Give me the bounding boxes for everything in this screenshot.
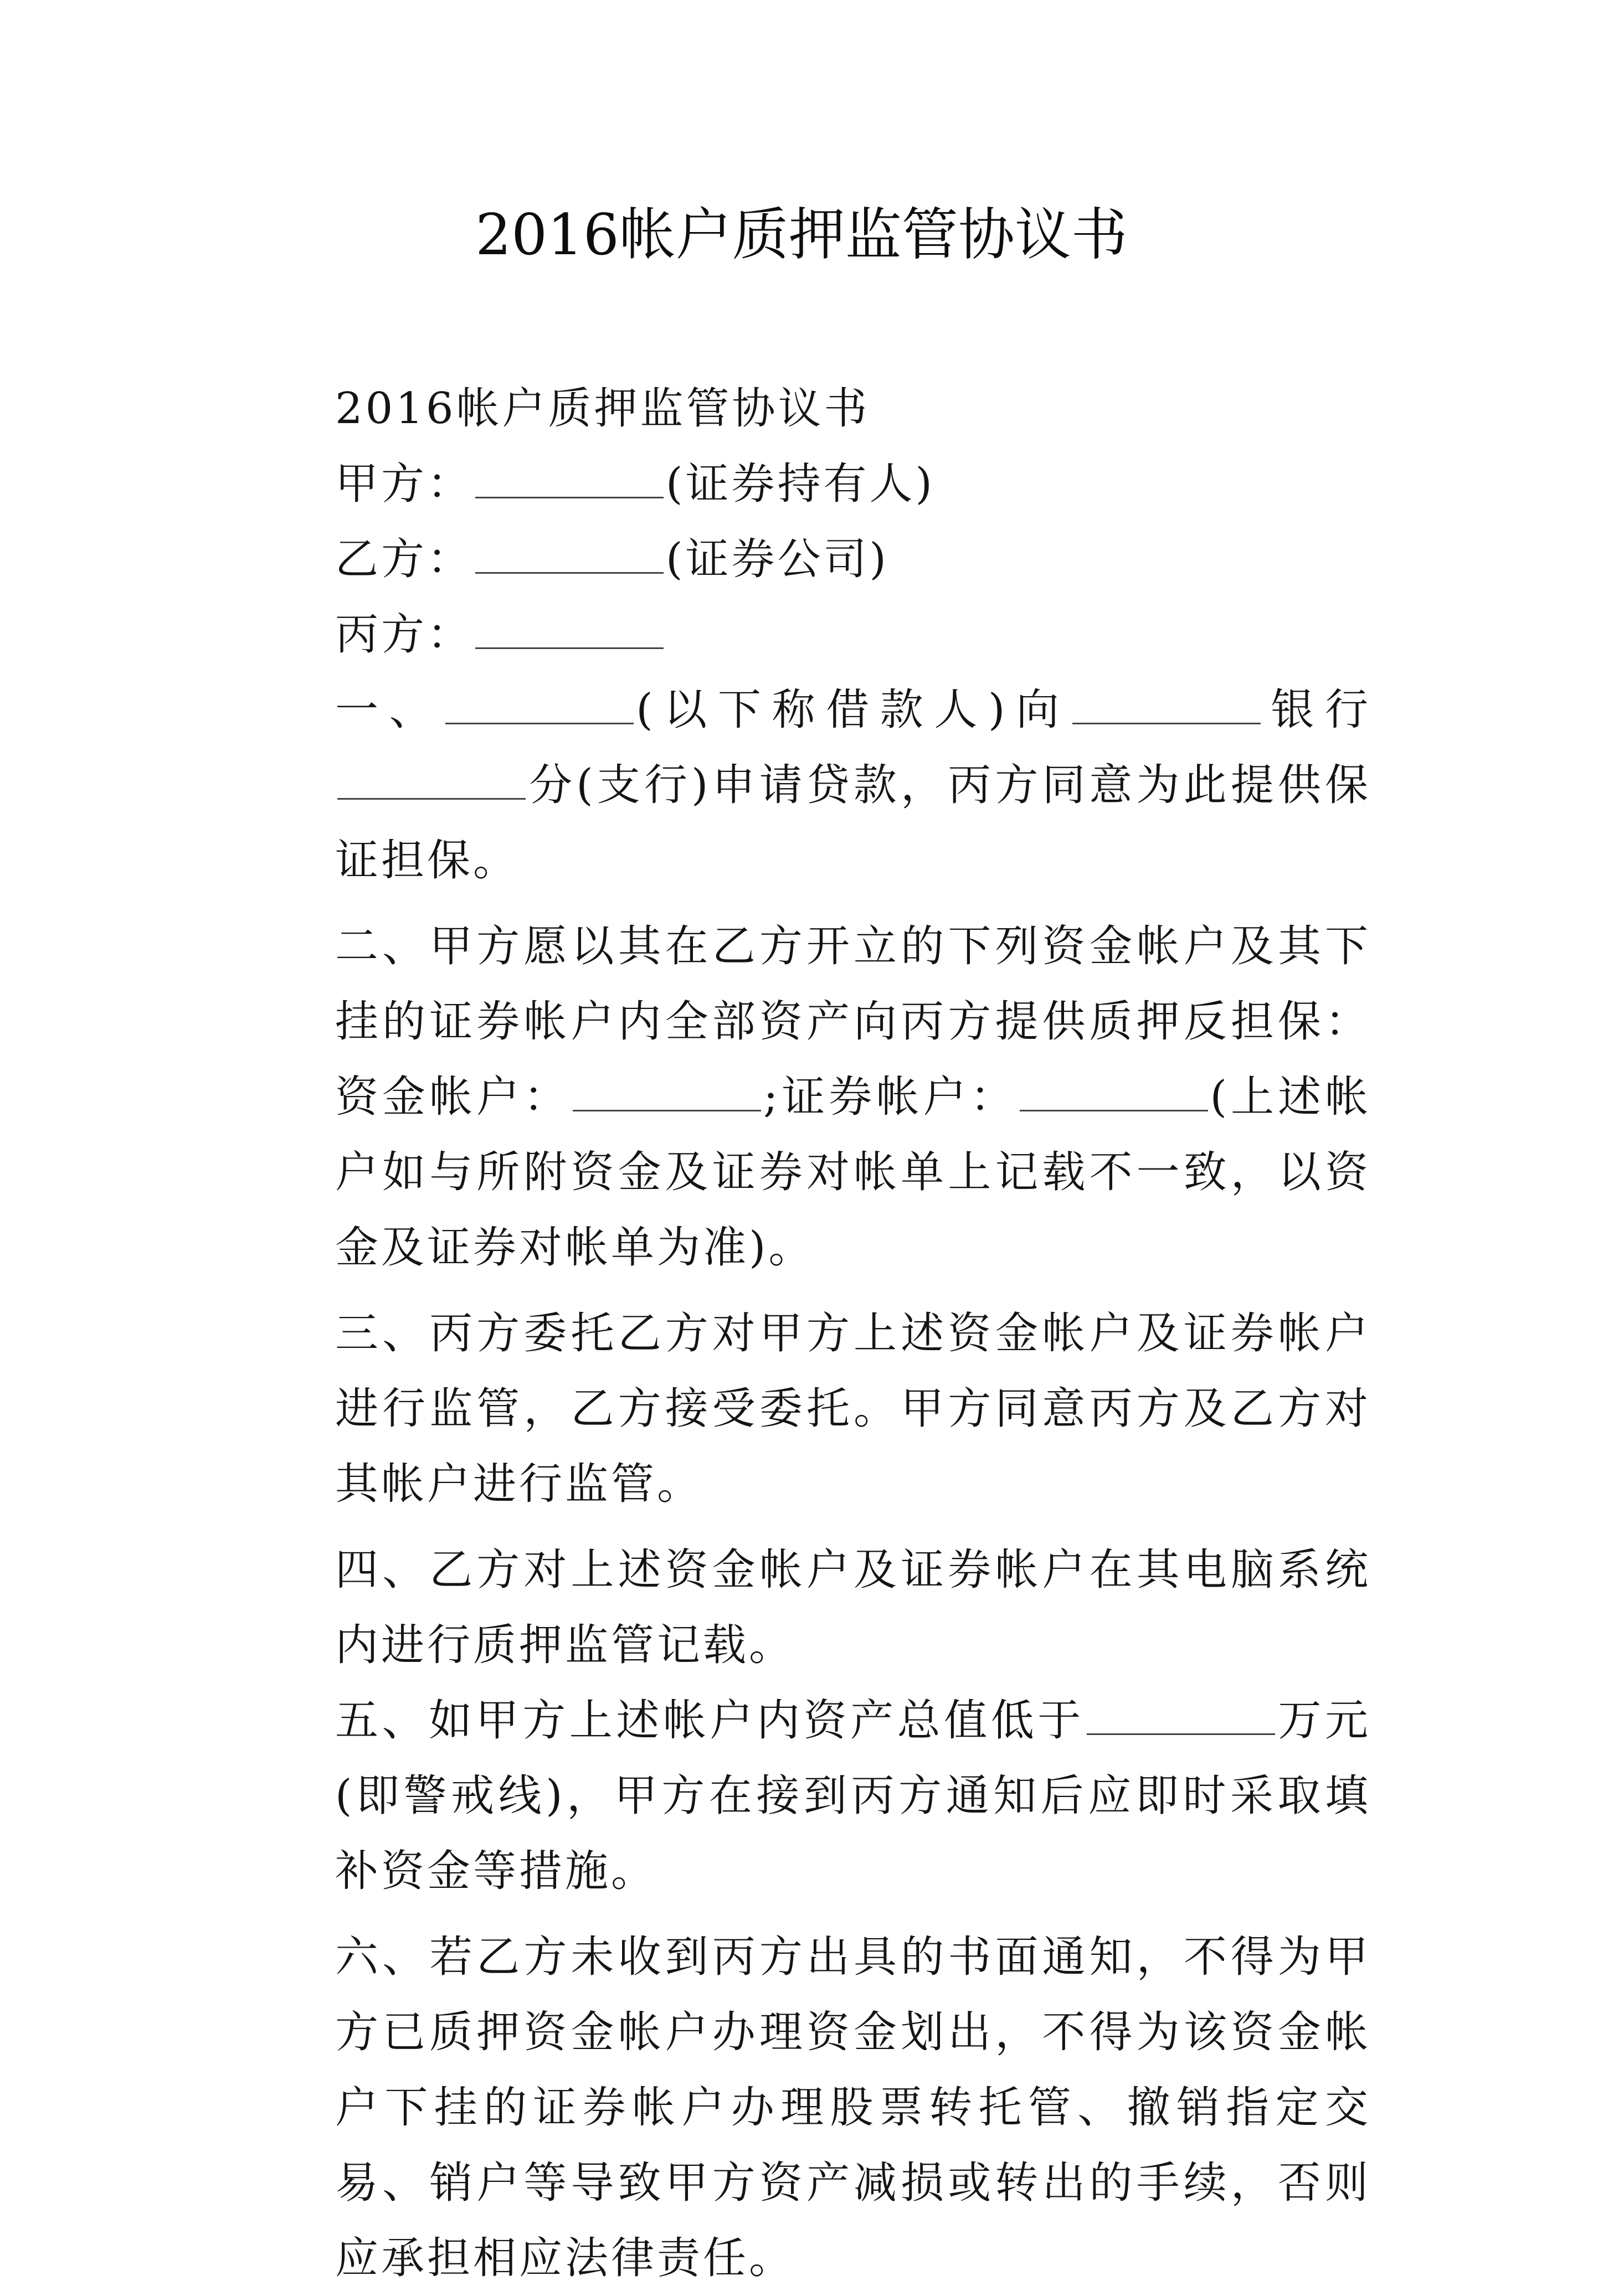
party-c-line xyxy=(246,597,1371,672)
clause-4: 四、乙方对上述资金帐户及证券帐户在其电脑系统内进行质押监管记载。 xyxy=(335,1545,1371,1670)
party-b-line xyxy=(246,522,1371,597)
clause-5-text-a: 五、如甲方上述帐户内资产总值低于 xyxy=(335,1696,1085,1746)
party-a-blank xyxy=(475,457,664,498)
clause-3: 三、丙方委托乙方对甲方上述资金帐户及证券帐户进行监管，乙方接受委托。甲方同意丙方及乙方对其帐户进行监管。 xyxy=(335,1309,1371,1509)
clause-2-text-a: 二、甲方愿以其在乙方开立的下列资金帐户及其下挂的证券帐户内全部资产向丙方提供质押反担保：资金帐户： xyxy=(335,922,1371,1122)
party-b-label: 乙方： xyxy=(335,534,474,584)
clause-2 xyxy=(246,909,1371,1285)
clause-1-text-c: 分(支行)申请贷款，丙方同意为此提供保证担保。 xyxy=(335,760,1371,886)
branch-blank xyxy=(337,758,526,800)
document-body xyxy=(246,371,1371,2296)
clause-1 xyxy=(246,672,1371,898)
party-c-label: 丙方： xyxy=(335,610,474,660)
document-subtitle: 2016帐户质押监管协议书 xyxy=(335,384,870,434)
party-a-role: (证券持有人) xyxy=(666,459,935,509)
borrower-blank xyxy=(445,683,634,724)
securities-account-blank xyxy=(1020,1070,1208,1111)
clause-5 xyxy=(246,1683,1371,1909)
document-title: 2016帐户质押监管协议书 xyxy=(475,202,1128,268)
party-a-label: 甲方： xyxy=(335,459,474,509)
fund-account-blank xyxy=(573,1070,761,1111)
clause-1-number: 一、 xyxy=(335,685,444,735)
clause-2-text-c: (上述帐户如与所附资金及证券对帐单上记载不一致，以资金及证券对帐单为准)。 xyxy=(335,1072,1371,1273)
party-c-blank xyxy=(475,608,664,649)
party-b-blank xyxy=(475,532,664,574)
clause-2-text-b: ;证券帐户： xyxy=(763,1072,1018,1122)
warning-line-blank xyxy=(1087,1693,1275,1735)
party-b-role: (证券公司) xyxy=(666,534,889,584)
bank-blank xyxy=(1072,683,1261,724)
clause-1-text-a: (以下称借款人)向 xyxy=(636,685,1070,735)
party-a-line xyxy=(246,446,1371,522)
clause-5-text-b: 万元(即警戒线)，甲方在接到丙方通知后应即时采取填补资金等措施。 xyxy=(335,1696,1371,1896)
clause-1-text-b: 银行 xyxy=(1262,685,1371,735)
clause-6: 六、若乙方未收到丙方出具的书面通知，不得为甲方已质押资金帐户办理资金划出，不得为该资金帐户下挂的证券帐户办理股票转托管、撤销指定交易、销户等导致甲方资产减损或转出的手续，否则应承担相应法律责任。 xyxy=(335,1932,1371,2283)
